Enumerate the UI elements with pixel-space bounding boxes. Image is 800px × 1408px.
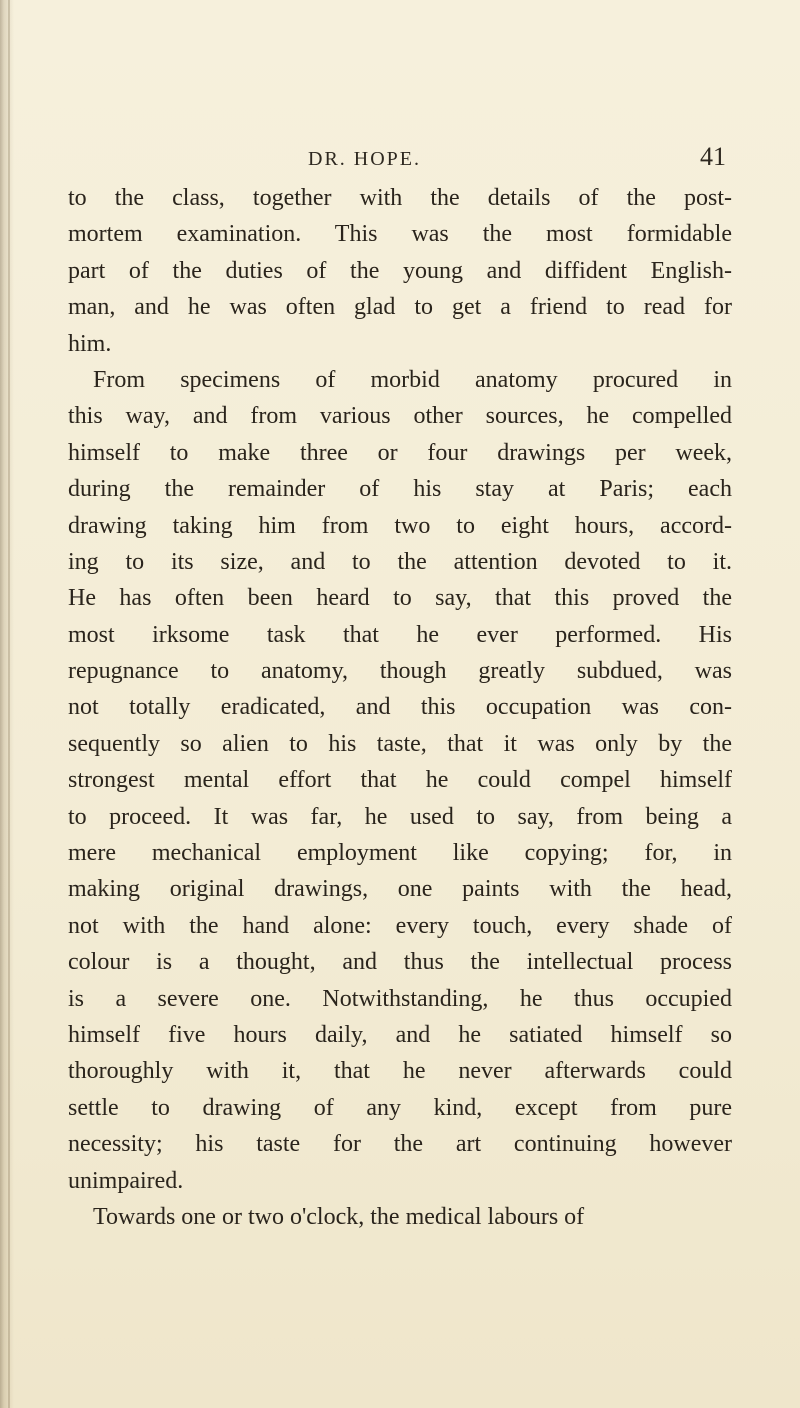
text-line: part of the duties of the young and diffident English- — [68, 257, 732, 284]
text-line: mere mechanical employment like copying; for, in — [68, 840, 732, 867]
page-number: 41 — [700, 142, 726, 171]
text-line: to proceed. It was far, he used to say, from being a — [68, 803, 732, 830]
text-line: necessity; his taste for the art continuing however — [68, 1131, 732, 1158]
text-line: He has often been heard to say, that this proved the — [68, 585, 732, 612]
text-line: making original drawings, one paints with the head, — [68, 876, 732, 903]
text-line: repugnance to anatomy, though greatly subdued, was — [68, 658, 732, 685]
text-line: not with the hand alone: every touch, every shade of — [68, 912, 732, 939]
text-line: to the class, together with the details of the post- — [68, 185, 732, 211]
running-head — [68, 142, 732, 178]
text-line: ing to its size, and to the attention devoted to it. — [68, 548, 732, 575]
text-line: colour is a thought, and thus the intellectual process — [68, 949, 732, 976]
binding-gutter — [8, 0, 10, 1408]
text-line: is a severe one. Notwithstanding, he thus occupied — [68, 985, 732, 1012]
text-line: thoroughly with it, that he never afterwards could — [68, 1058, 732, 1085]
text-line: From specimens of morbid anatomy procured in — [93, 366, 732, 393]
text-line: settle to drawing of any kind, except from pure — [68, 1094, 732, 1121]
text-line: mortem examination. This was the most formidable — [68, 221, 732, 248]
text-line: Towards one or two o'clock, the medical labours of — [93, 1203, 585, 1230]
text-line: him. — [68, 330, 112, 357]
text-line: unimpaired. — [68, 1167, 184, 1194]
text-line: sequently so alien to his taste, that it was only by the — [68, 730, 732, 757]
running-title: DR. HOPE. — [308, 148, 422, 170]
text-line: during the remainder of his stay at Paris; each — [68, 476, 732, 503]
body-text — [68, 180, 732, 1235]
text-line: himself five hours daily, and he satiated himself so — [68, 1021, 732, 1048]
text-line: man, and he was often glad to get a friend to read for — [68, 294, 732, 321]
text-line: this way, and from various other sources, he compelled — [68, 403, 732, 430]
text-line: most irksome task that he ever performed. His — [68, 621, 732, 648]
text-line: drawing taking him from two to eight hours, accord- — [68, 512, 732, 539]
text-line: not totally eradicated, and this occupation was con- — [68, 694, 732, 721]
text-line: strongest mental effort that he could compel himself — [68, 767, 732, 794]
text-line: himself to make three or four drawings per week, — [68, 439, 732, 466]
